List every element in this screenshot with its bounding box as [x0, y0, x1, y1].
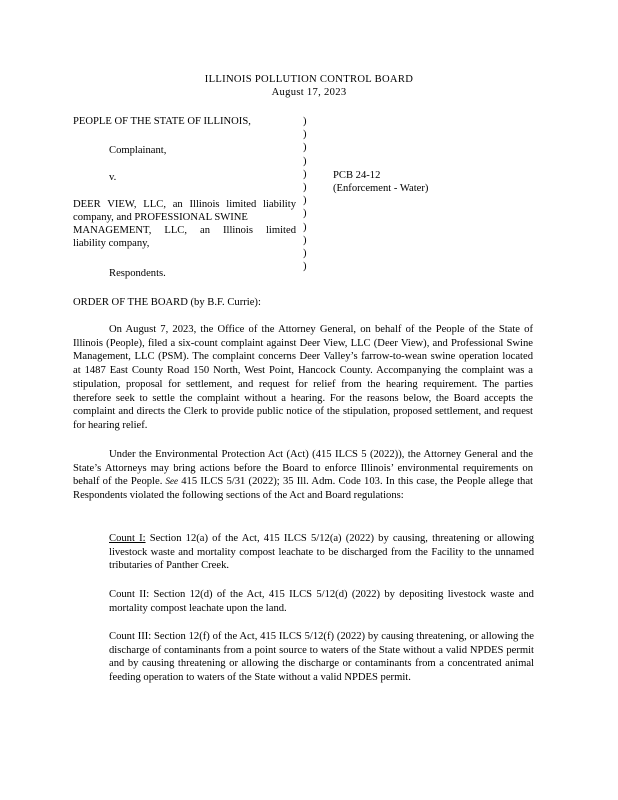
plaintiff-name: PEOPLE OF THE STATE OF ILLINOIS, — [73, 116, 251, 127]
count-2 — [109, 588, 534, 615]
respondents-label: Respondents. — [109, 268, 166, 279]
order-date: August 17, 2023 — [271, 87, 347, 98]
versus-label: v. — [109, 172, 117, 183]
case-type: (Enforcement - Water) — [333, 183, 429, 195]
defendant-line-4: liability company, — [73, 238, 150, 249]
count-text: Section 12(f) of the Act, 415 ILCS 5/12(f) (2022) by causing threatening, or allowing the discharge of contaminants from a point source to waters of the State without a valid NPDES permit and by causing threatening or allowing the discharge or contaminants from a concentrated animal feeding operation to waters of the State without a valid NPDES permit. — [109, 631, 534, 684]
count-label: Count III: — [109, 631, 152, 642]
count-text: Section 12(a) of the Act, 415 ILCS 5/12(a) (2022) by causing, threatening or allowing livestock waste and mortality compost leachate to be discharged from the Facility to the unnamed tributaries of Panther Creek. — [109, 533, 534, 572]
defendant-line-2: company, and PROFESSIONAL SWINE — [73, 212, 248, 223]
count-label: Count I: — [109, 533, 146, 544]
paragraph-2: Under the Environmental Protection Act (Act) (415 ILCS 5 (2022)), the Attorney General and the State’s Attorneys may bring actions before the Board to enforce Illinois’ environmental requirements on behalf of the People. See 415 ILCS 5/31 (2022); 35 Ill. Adm. Code 103. In this case, the People allege that Respondents violated the following sections of the Act and Board regulations: — [73, 449, 533, 502]
document-header — [0, 73, 618, 99]
caption-parentheses: ) ) ) ) ) ) ) ) ) ) ) ) — [303, 116, 307, 273]
count-text: Section 12(d) of the Act, 415 ILCS 5/12(d) (2022) by depositing livestock waste and mortality compost leachate upon the land. — [109, 589, 534, 614]
defendant-line-1: DEER VIEW, LLC, an Illinois limited liability — [73, 199, 296, 210]
count-label: Count II: — [109, 589, 150, 600]
count-3 — [109, 630, 534, 685]
see-signal: See — [165, 476, 179, 487]
defendant-line-3: MANAGEMENT, LLC, an Illinois limited — [73, 225, 296, 236]
count-1 — [109, 532, 534, 573]
complainant-label: Complainant, — [109, 145, 167, 156]
board-name: ILLINOIS POLLUTION CONTROL BOARD — [204, 74, 414, 85]
order-heading: ORDER OF THE BOARD (by B.F. Currie): — [73, 297, 261, 308]
case-info — [333, 169, 428, 195]
paragraph-1: On August 7, 2023, the Office of the Attorney General, on behalf of the People of the State of Illinois (People), filed a six-count complaint against Deer View, LLC (Deer View), and Professional Swine Management, LLC (PSM). The complaint concerns Deer Valley’s farrow-to-wean swine operation located at 1487 East County Road 150 North, West Point, Hancock County. Accompanying the complaint was a stipulation, proposal for settlement, and request for relief from the hearing requirement. The parties therefore seek to settle the complaint without a hearing. For the reasons below, the Board accepts the complaint and directs the Clerk to provide public notice of the stipulation, proposed settlement, and request for hearing relief. — [73, 324, 533, 431]
case-number: PCB 24-12 — [333, 170, 381, 181]
